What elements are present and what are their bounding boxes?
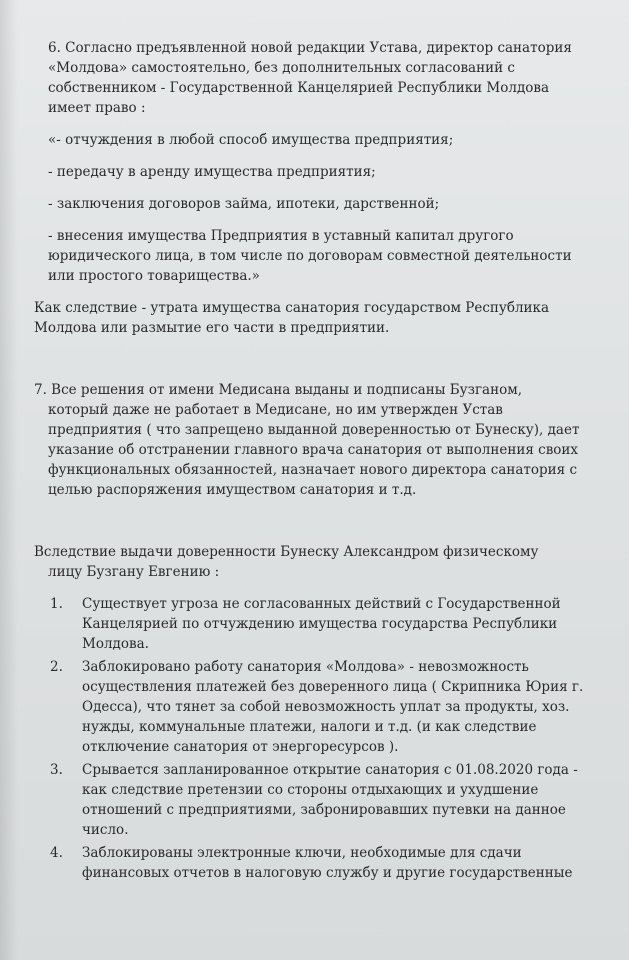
- text-line: который даже не работает в Медисане, но им утвержден Устав: [48, 402, 503, 418]
- section-6-consequence: [34, 298, 594, 338]
- text-line: как следствие претензии со стороны отдыхающих и ухудшение: [82, 782, 539, 798]
- text-line: число.: [82, 822, 129, 838]
- text-line: «Молдова» самостоятельно, без дополнительных согласований с: [48, 60, 515, 76]
- section-6-right-4: [34, 226, 594, 286]
- text-line: или простого товарищества.»: [48, 268, 260, 284]
- consequences-heading: [34, 542, 594, 582]
- list-number: 2.: [50, 659, 63, 675]
- text-line: лицу Бузгану Евгению :: [48, 564, 220, 580]
- section-6-right-1: [34, 130, 594, 150]
- page-edge-shadow: [0, 0, 18, 960]
- text-line: Заблокированы электронные ключи, необходимые для сдачи: [82, 845, 522, 861]
- text-line: Как следствие - утрата имущества санатория государством Республика: [34, 300, 550, 316]
- text-line: отключение санатория от энергоресурсов ).: [82, 739, 399, 755]
- text-line: нужды, коммунальные платежи, налоги и т.д. (и как следствие: [82, 719, 537, 735]
- list-item: [34, 760, 594, 840]
- text-line: указание об отстранении главного врача санатория от выполнения своих: [48, 442, 579, 458]
- document-body: [34, 38, 594, 886]
- text-line: Одесса), что тянет за собой невозможность уплат за продукты, хоз.: [82, 699, 570, 715]
- text-line: Молдова или размытие его части в предприятии.: [34, 320, 390, 336]
- list-item: [34, 594, 594, 654]
- text-line: «- отчуждения в любой способ имущества предприятия;: [48, 132, 454, 148]
- text-line: Вследствие выдачи доверенности Бунеску Александром физическому: [34, 544, 539, 560]
- text-line: 7. Все решения от имени Медисана выданы и подписаны Бузганом,: [34, 382, 523, 398]
- text-line: 6. Согласно предъявленной новой редакции Устава, директор санатория: [48, 40, 572, 56]
- list-item: [34, 657, 594, 757]
- list-item: [34, 843, 594, 883]
- text-line: Канцелярией по отчуждению имущества государства Республики: [82, 616, 558, 632]
- text-line: собственником - Государственной Канцелярией Республики Молдова: [48, 80, 550, 96]
- list-number: 4.: [50, 845, 63, 861]
- text-line: предприятия ( что запрещено выданной доверенностью от Бунеску), дает: [48, 422, 580, 438]
- list-number: 1.: [50, 596, 63, 612]
- text-line: - внесения имущества Предприятия в уставный капитал другого: [48, 228, 514, 244]
- list-number: 3.: [50, 762, 63, 778]
- text-line: осуществления платежей без доверенного лица ( Скрипника Юрия г.: [82, 679, 584, 695]
- text-line: Молдова.: [82, 636, 149, 652]
- text-line: финансовых отчетов в налоговую службу и другие государственные: [82, 865, 573, 881]
- section-6-right-2: [34, 162, 594, 182]
- text-line: - передачу в аренду имущества предприятия;: [48, 164, 376, 180]
- text-line: целью распоряжения имуществом санатория и т.д.: [48, 482, 417, 498]
- text-line: - заключения договоров займа, ипотеки, дарственной;: [48, 196, 440, 212]
- text-line: функциональных обязанностей, назначает нового директора санатория с: [48, 462, 578, 478]
- text-line: отношений с предприятиями, забронировавших путевки на данное: [82, 802, 566, 818]
- text-line: Существует угроза не согласованных действий с Государственной: [82, 596, 561, 612]
- section-6-intro: [34, 38, 594, 118]
- text-line: юридического лица, в том числе по договорам совместной деятельности: [48, 248, 572, 264]
- consequences-list: [34, 594, 594, 883]
- text-line: Срывается запланированное открытие санатория с 01.08.2020 года -: [82, 762, 578, 778]
- text-line: Заблокировано работу санатория «Молдова» - невозможность: [82, 659, 529, 675]
- section-6-right-3: [34, 194, 594, 214]
- section-7: [34, 380, 594, 500]
- text-line: имеет право :: [48, 100, 146, 116]
